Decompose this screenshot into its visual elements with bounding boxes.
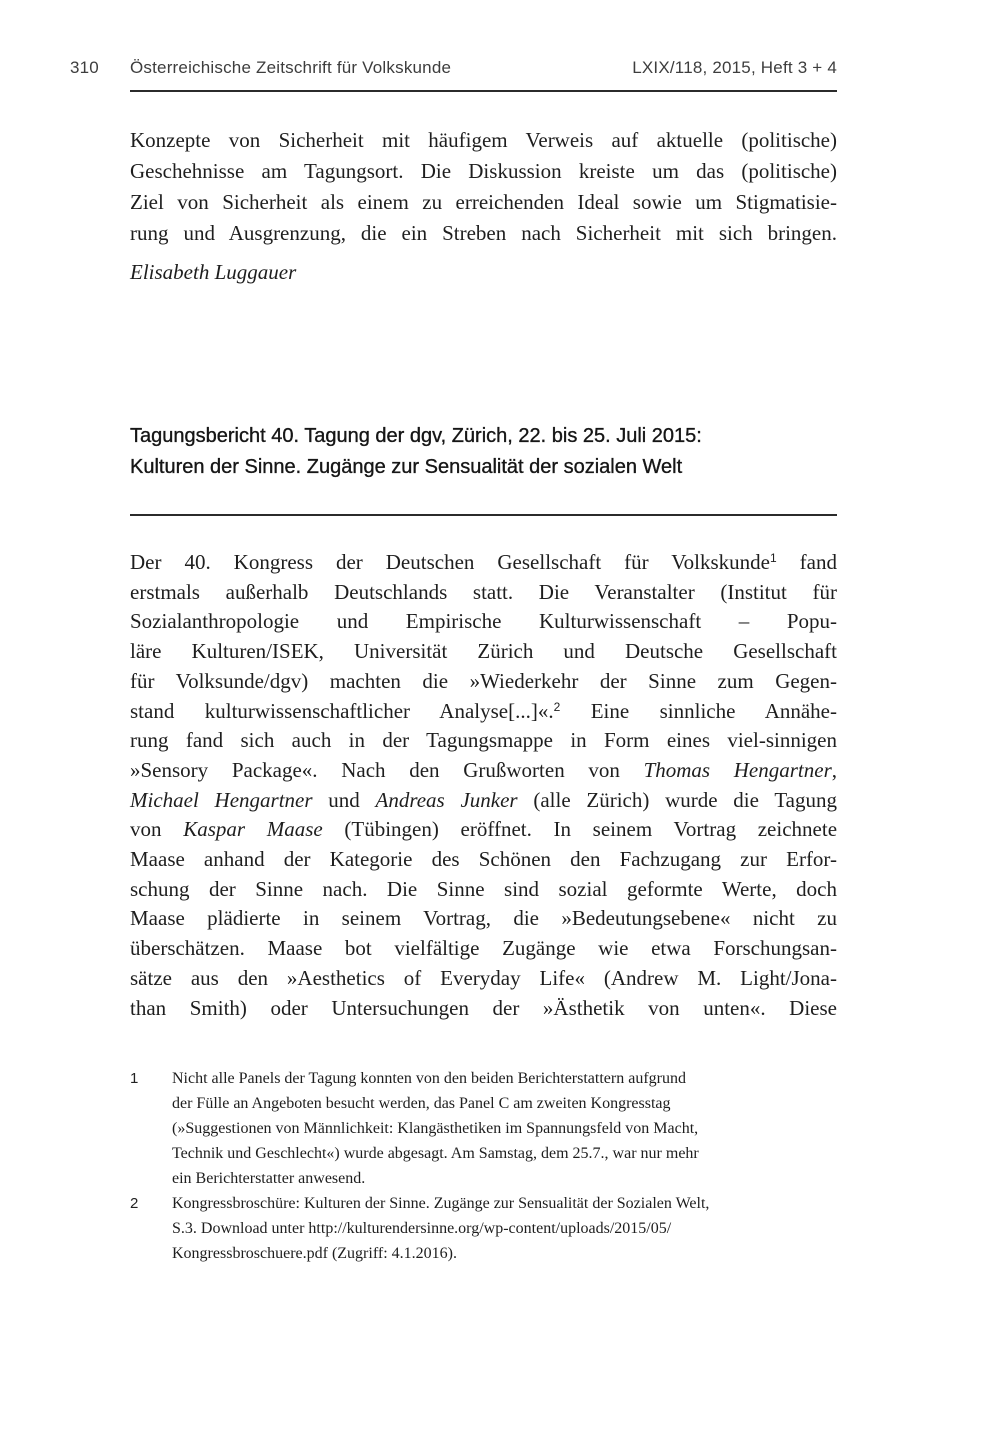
text-line xyxy=(172,1141,837,1166)
text-segment: rung und Ausgrenzung, die ein Streben nach Sicherheit mit sich bringen. xyxy=(130,221,837,245)
text-segment: und xyxy=(312,787,376,812)
text-segment: Der 40. Kongress der Deutschen Gesellschaft für Volkskunde xyxy=(130,550,771,574)
text-segment: Thomas Hengartner xyxy=(643,757,832,782)
text-segment: rung fand sich auch in der Tagungsmappe in Form eines viel-sinnigen xyxy=(130,728,837,753)
text-line xyxy=(130,815,837,845)
footnote-2-number: 2 xyxy=(130,1195,139,1212)
text-segment: »Sensory Package«. Nach den Grußworten von xyxy=(130,757,644,782)
text-segment: schung der Sinne nach. Die Sinne sind sozial geformte Werte, doch xyxy=(130,876,837,901)
journal-title: Österreichische Zeitschrift für Volkskunde xyxy=(130,58,452,77)
text-line xyxy=(130,994,837,1024)
text-line xyxy=(130,964,837,994)
text-segment: Eine sinnliche Annähe- xyxy=(560,698,837,723)
text-line xyxy=(130,548,837,578)
text-segment: (»Suggestionen von Männlichkeit: Klangästhetiken im Spannungsfeld von Macht, xyxy=(172,1120,699,1137)
header-rule xyxy=(130,90,837,92)
text-line xyxy=(172,1216,837,1241)
text-line xyxy=(130,125,837,156)
previous-report-author: Elisabeth Luggauer xyxy=(130,260,297,284)
text-line xyxy=(130,845,837,875)
footnote-1 xyxy=(130,1066,837,1191)
text-segment: (Tübingen) eröffnet. In seinem Vortrag zeichnete xyxy=(322,817,838,842)
page-number: 310 xyxy=(70,58,99,77)
text-line xyxy=(130,726,837,756)
text-segment: S.3. Download unter http://kulturendersinne.org/wp-content/uploads/2015/05/ xyxy=(172,1220,672,1237)
text-segment: Sozialanthropologie und Empirische Kulturwissenschaft – Popu- xyxy=(130,609,837,634)
text-segment: (alle Zürich) wurde die Tagung xyxy=(517,787,838,812)
text-line xyxy=(130,934,837,964)
text-segment: Konzepte von Sicherheit mit häufigem Verweis auf aktuelle (politische) xyxy=(130,128,837,152)
text-segment: Kaspar Maase xyxy=(183,817,323,842)
text-segment: Maase plädierte in seinem Vortrag, die »Bedeutungsebene« nicht zu xyxy=(130,906,837,931)
text-segment: Michael Hengartner xyxy=(130,787,313,812)
text-segment: fand xyxy=(776,550,837,574)
text-segment: , xyxy=(831,757,837,782)
text-segment: überschätzen. Maase bot vielfältige Zugänge wie etwa Forschungsan- xyxy=(130,936,837,961)
text-line xyxy=(172,1116,837,1141)
text-segment: läre Kulturen/ISEK, Universität Zürich und Deutsche Gesellschaft xyxy=(130,639,837,664)
footnote-marker: 2 xyxy=(553,699,561,714)
text-segment: von xyxy=(130,817,184,842)
text-line xyxy=(172,1191,837,1216)
text-segment: für Volksunde/dgv) machten die »Wiederkehr der Sinne zum Gegen- xyxy=(130,668,837,693)
text-segment: ein Berichterstatter anwesend. xyxy=(172,1170,366,1187)
text-line xyxy=(172,1241,837,1266)
text-line xyxy=(130,697,837,727)
text-segment: der Fülle an Angeboten besucht werden, das Panel C am zweiten Kongresstag xyxy=(172,1095,671,1112)
text-segment: Maase anhand der Kategorie des Schönen den Fachzugang zur Erfor- xyxy=(130,847,837,872)
text-segment: sätze aus den »Aesthetics of Everyday Life« (Andrew M. Light/Jona- xyxy=(130,965,837,990)
text-line xyxy=(130,786,837,816)
report-heading-line-1: Tagungsbericht 40. Tagung der dgv, Zürich, 22. bis 25. Juli 2015: xyxy=(130,425,702,447)
footnote-2 xyxy=(130,1191,837,1266)
previous-report-closing-paragraph xyxy=(130,125,837,249)
text-line xyxy=(130,637,837,667)
footnote-1-number: 1 xyxy=(130,1070,139,1087)
report-heading xyxy=(130,421,837,483)
text-line xyxy=(130,218,837,249)
text-line xyxy=(130,875,837,905)
text-segment: Andreas Junker xyxy=(375,787,518,812)
text-segment: Nicht alle Panels der Tagung konnten von den beiden Berichterstattern aufgrund xyxy=(172,1070,686,1087)
text-segment: Technik und Geschlecht«) wurde abgesagt. Am Samstag, dem 25.7., war nur mehr xyxy=(172,1145,699,1162)
issue-info: LXIX/118, 2015, Heft 3 + 4 xyxy=(632,58,837,77)
text-segment: Kongressbroschüre: Kulturen der Sinne. Zugänge zur Sensualität der Sozialen Welt, xyxy=(172,1195,710,1212)
text-segment: stand kulturwissenschaftlicher Analyse[...]«. xyxy=(130,698,554,723)
heading-rule xyxy=(130,514,837,516)
report-heading-line-2: Kulturen der Sinne. Zugänge zur Sensualität der sozialen Welt xyxy=(130,456,683,478)
footnote-1-text xyxy=(172,1066,837,1191)
text-line xyxy=(130,187,837,218)
text-line xyxy=(130,667,837,697)
text-line xyxy=(172,1091,837,1116)
text-segment: than Smith) oder Untersuchungen der »Ästhetik von unten«. Diese xyxy=(130,995,837,1020)
text-line xyxy=(130,156,837,187)
text-line xyxy=(130,607,837,637)
footnotes-section xyxy=(130,1066,837,1266)
text-segment: Kongressbroschuere.pdf (Zugriff: 4.1.2016). xyxy=(172,1245,457,1262)
text-segment: erstmals außerhalb Deutschlands statt. Die Veranstalter (Institut für xyxy=(130,579,837,604)
text-line xyxy=(172,1166,837,1191)
text-line xyxy=(130,578,837,608)
text-line xyxy=(130,756,837,786)
footnote-marker: 1 xyxy=(770,551,777,566)
footnote-2-text xyxy=(172,1191,837,1266)
text-segment: Ziel von Sicherheit als einem zu erreichenden Ideal sowie um Stigmatisie- xyxy=(130,190,837,214)
text-segment: Geschehnisse am Tagungsort. Die Diskussion kreiste um das (politische) xyxy=(130,159,837,183)
running-header xyxy=(70,58,837,78)
report-body-paragraph xyxy=(130,548,837,1023)
text-line xyxy=(172,1066,837,1091)
text-line xyxy=(130,904,837,934)
